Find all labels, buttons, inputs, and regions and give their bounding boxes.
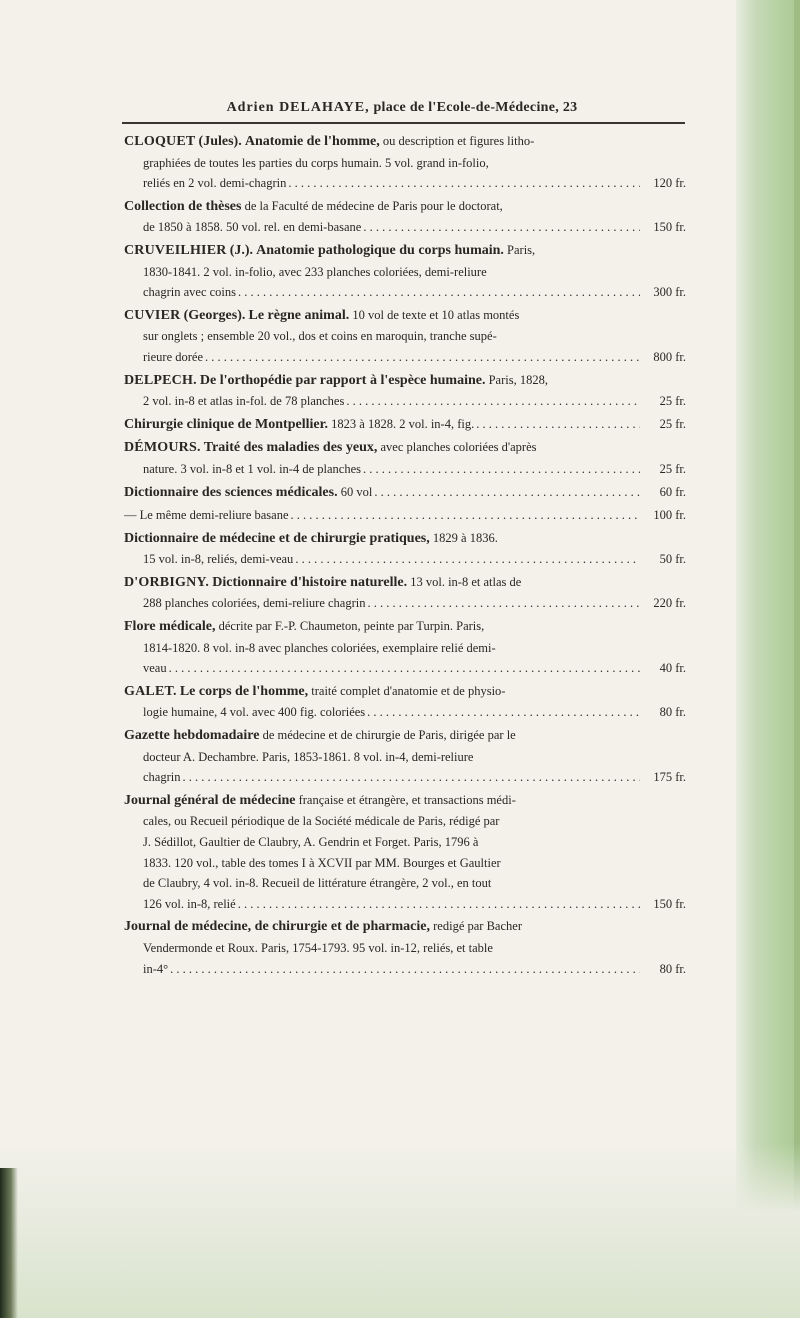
book-description: 15 vol. in-8, reliés, demi-veau	[143, 552, 294, 567]
author-name: CUVIER	[124, 307, 181, 323]
book-title: Anatomie de l'homme,	[244, 134, 380, 149]
dot-leader	[346, 391, 640, 412]
price: 120 fr.	[653, 176, 686, 191]
book-description: 1833. 120 vol., table des tomes I à XCVII par MM. Bourges et Gaultier	[143, 855, 501, 870]
book-description: 1830-1841. 2 vol. in-folio, avec 233 planches coloriées, demi-reliure	[143, 264, 487, 279]
dot-leader	[367, 702, 640, 723]
book-title: Collection de thèses	[124, 198, 242, 214]
price: 220 fr.	[653, 596, 686, 611]
page-edge-stripe	[794, 0, 800, 1318]
book-description: 2 vol. in-8 et atlas in-fol. de 78 planches	[143, 394, 345, 409]
dot-leader	[367, 593, 640, 614]
book-description: 60 vol	[340, 484, 373, 499]
book-title: Chirurgie clinique de Montpellier.	[124, 416, 329, 432]
price: 40 fr.	[659, 661, 686, 676]
book-description: veau	[143, 661, 167, 676]
author-given-name: (J.).	[229, 242, 254, 258]
book-description: J. Sédillot, Gaultier de Claubry, A. Gendrin et Forget. Paris, 1796 à	[143, 835, 479, 849]
book-description: graphiées de toutes les parties du corps humain. 5 vol. grand in-folio,	[143, 155, 489, 170]
page-bottom-shadow	[0, 1143, 800, 1318]
price: 25 fr.	[659, 394, 686, 409]
catalog-entry	[124, 528, 686, 570]
page-edge	[736, 0, 800, 1318]
book-title: Traité des maladies des yeux,	[203, 440, 378, 456]
book-title: Le règne animal.	[248, 307, 350, 323]
book-description: 10 vol de texte et 10 atlas montés	[352, 307, 520, 322]
book-description: cales, ou Recueil périodique de la Société médicale de Paris, rédigé par	[143, 814, 500, 829]
author-given-name: (Georges).	[183, 307, 246, 323]
book-description: in-4°	[143, 961, 169, 976]
book-title: Dictionnaire de médecine et de chirurgie pratiques,	[124, 530, 430, 546]
dot-leader	[363, 459, 640, 480]
running-header	[122, 100, 682, 116]
catalog-entry	[124, 482, 686, 504]
book-description: avec planches coloriées d'après	[380, 440, 537, 455]
book-description: française et étrangère, et transactions médi-	[298, 792, 516, 807]
catalog-entry	[124, 196, 686, 238]
book-binding	[0, 1168, 18, 1318]
book-description: décrite par F.-P. Chaumeton, peinte par Turpin. Paris,	[218, 619, 485, 634]
price: 800 fr.	[653, 349, 686, 364]
dot-leader	[169, 658, 640, 679]
catalog-entry	[124, 616, 686, 679]
book-title: Flore médicale,	[124, 619, 216, 635]
book-description: de Claubry, 4 vol. in-8. Recueil de littérature étrangère, 2 vol., en tout	[143, 876, 492, 891]
catalog-entry	[124, 240, 686, 303]
dot-leader	[170, 959, 640, 980]
author-name: DELPECH.	[124, 372, 197, 388]
book-description: Paris,	[507, 242, 536, 257]
book-description: redigé par Bacher	[433, 919, 522, 934]
dot-leader	[476, 414, 640, 435]
book-description: Vendermonde et Roux. Paris, 1754-1793. 95 vol. in-12, reliés, et table	[143, 940, 493, 955]
price: 25 fr.	[659, 416, 686, 431]
book-title: De l'orthopédie par rapport à l'espèce humaine.	[199, 372, 486, 388]
catalog-entry	[124, 505, 686, 526]
dot-leader	[374, 482, 640, 503]
price: 100 fr.	[653, 508, 686, 523]
dot-leader	[205, 347, 640, 368]
dot-leader	[288, 173, 640, 194]
book-description: 13 vol. in-8 et atlas de	[410, 574, 522, 589]
book-description: docteur A. Dechambre. Paris, 1853-1861. 8 vol. in-4, demi-reliure	[143, 749, 474, 764]
book-description: Paris, 1828,	[488, 372, 548, 387]
author-name: DÉMOURS.	[124, 440, 201, 456]
book-title: Journal général de médecine	[124, 792, 296, 808]
dot-leader	[291, 505, 640, 526]
book-title: Le corps de l'homme,	[179, 683, 309, 699]
book-description: sur onglets ; ensemble 20 vol., dos et coins en maroquin, tranche supé-	[143, 329, 497, 344]
book-title: Dictionnaire des sciences médicales.	[124, 484, 338, 500]
book-title: Anatomie pathologique du corps humain.	[256, 242, 504, 258]
book-title: Gazette hebdomadaire	[124, 728, 260, 744]
catalog-entry	[124, 681, 686, 723]
dot-leader	[238, 282, 640, 303]
author-given-name: (Jules).	[198, 134, 242, 149]
price: 25 fr.	[659, 461, 686, 476]
book-title: Dictionnaire d'histoire naturelle.	[212, 574, 408, 590]
price: 80 fr.	[659, 961, 686, 976]
book-description: 288 planches coloriées, demi-reliure chagrin	[143, 596, 366, 611]
catalog-entry	[124, 790, 686, 915]
catalog-entry	[124, 916, 686, 979]
book-title: Journal de médecine, de chirurgie et de pharmacie,	[124, 919, 431, 935]
price: 300 fr.	[653, 285, 686, 300]
book-description: rieure dorée	[143, 349, 204, 364]
catalog-entry	[124, 305, 686, 368]
price: 150 fr.	[653, 896, 686, 911]
book-description: 1814-1820. 8 vol. in-8 avec planches coloriées, exemplaire relié demi-	[143, 640, 496, 655]
price: 80 fr.	[659, 705, 686, 720]
author-name: GALET.	[124, 683, 177, 699]
catalog-entry	[124, 725, 686, 788]
book-description: — Le même demi-reliure basane	[124, 508, 289, 523]
book-description: ou description et figures litho-	[382, 134, 535, 148]
author-name: CLOQUET	[124, 134, 196, 149]
header-rule	[122, 122, 685, 124]
dot-leader	[295, 549, 640, 570]
price: 60 fr.	[659, 484, 686, 499]
catalog-entry	[124, 131, 686, 194]
book-description: logie humaine, 4 vol. avec 400 fig. coloriées	[143, 705, 366, 720]
book-description: 126 vol. in-8, relié	[143, 896, 236, 911]
price: 175 fr.	[653, 770, 686, 785]
dot-leader	[238, 894, 640, 915]
author-name: D'ORBIGNY.	[124, 574, 210, 590]
catalog-entry	[124, 572, 686, 614]
book-description: de médecine et de chirurgie de Paris, dirigée par le	[262, 728, 516, 743]
catalog-entry	[124, 414, 686, 436]
book-description: nature. 3 vol. in-8 et 1 vol. in-4 de planches	[143, 461, 361, 476]
book-description: de 1850 à 1858. 50 vol. rel. en demi-basane	[143, 220, 362, 235]
book-description: reliés en 2 vol. demi-chagrin	[143, 176, 287, 191]
catalog-entry	[124, 370, 686, 412]
catalog-entry	[124, 437, 686, 479]
price: 150 fr.	[653, 220, 686, 235]
price: 50 fr.	[659, 552, 686, 567]
book-description: de la Faculté de médecine de Paris pour le doctorat,	[244, 198, 503, 213]
catalog-list	[124, 131, 686, 981]
dot-leader	[363, 217, 640, 238]
book-description: chagrin	[143, 770, 181, 785]
author-name: CRUVEILHIER	[124, 242, 227, 258]
dot-leader	[182, 767, 640, 788]
book-description: 1829 à 1836.	[432, 530, 498, 545]
book-description: chagrin avec coins	[143, 285, 237, 300]
book-description: traité complet d'anatomie et de physio-	[311, 683, 506, 698]
book-description: 1823 à 1828. 2 vol. in-4, fig.	[331, 416, 475, 431]
publisher-name: Adrien DELAHAYE,	[226, 100, 370, 115]
publisher-address: place de l'Ecole-de-Médecine, 23	[373, 100, 578, 115]
